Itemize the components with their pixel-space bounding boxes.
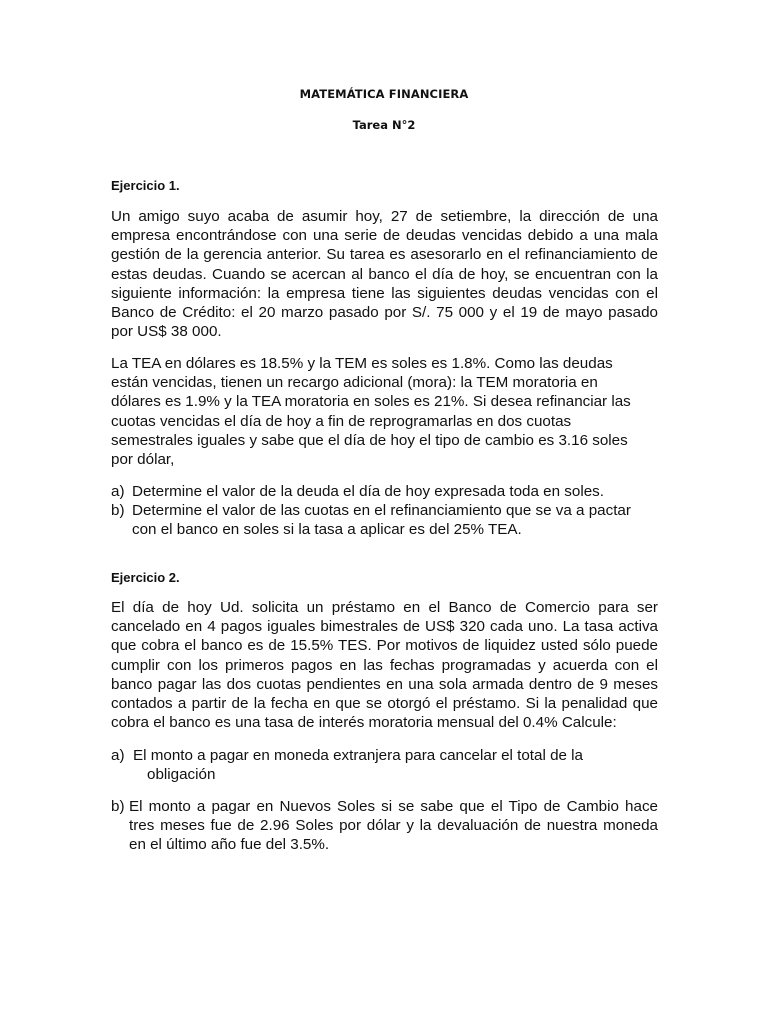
exercise-1-paragraph-2: La TEA en dólares es 18.5% y la TEM es soles es 1.8%. Como las deudas están vencidas, tienen un recargo adicional (mora): la TEM moratoria en dólares es 1.9% y la TEA moratoria en soles es 21%. Si desea refinanciar las cuotas vencidas el día de hoy a fin de reprogramarlas en dos cuotas semestrales iguales y sabe que el día de hoy el tipo de cambio es 3.16 soles por dólar, [111,355,631,469]
document-subtitle: Tarea N°2 [352,118,416,132]
exercise-1-paragraph-1: Un amigo suyo acaba de asumir hoy, 27 de setiembre, la dirección de una empresa encontrándose con una serie de deudas vencidas debido a una mala gestión de la gerencia anterior. Su tarea es asesorarlo en el refinanciamiento de estas deudas. Cuando se acercan al banco el día de hoy, se encuentran con la siguiente información: la empresa tiene las siguientes deudas vencidas con el Banco de Crédito: el 20 marzo pasado por S/. 75 000 y el 19 de mayo pasado por US$ 38 000. [111,208,658,341]
list-marker: b) [111,502,125,519]
list-text-continuation: obligación [147,766,216,784]
exercise-2-item-b [111,797,658,855]
exercise-1-item-b [111,501,658,539]
list-marker: b) [111,798,125,815]
list-marker: a) [111,483,125,500]
exercise-2-paragraph-1: El día de hoy Ud. solicita un préstamo en el Banco de Comercio para ser cancelado en 4 pagos iguales bimestrales de US$ 320 cada uno. La tasa activa que cobra el banco es de 15.5% TES. Por motivos de liquidez usted sólo puede cumplir con los primeros pagos en las fechas programadas y acuerda con el banco pagar las dos cuotas pendientes en una sola armada dentro de 9 meses contados a partir de la fecha en que se otorgó el préstamo. Si la penalidad que cobra el banco es una tasa de interés moratoria mensual del 0.4% Calcule: [111,599,658,732]
exercise-1-heading: Ejercicio 1. [111,178,180,193]
list-text-line-1: El monto a pagar en moneda extranjera para cancelar el total de la [133,747,583,764]
exercise-2-item-a [111,746,658,784]
list-text [133,746,658,784]
list-marker: a) [111,747,125,764]
exercise-1-item-a [111,482,658,501]
list-text: Determine el valor de la deuda el día de hoy expresada toda en soles. [132,483,604,500]
list-text: Determine el valor de las cuotas en el refinanciamiento que se va a pactar con el banco en soles si la tasa a aplicar es del 25% TEA. [132,502,631,539]
exercise-2-heading: Ejercicio 2. [111,570,180,585]
document-title: MATEMÁTICA FINANCIERA [299,87,469,101]
list-text: El monto a pagar en Nuevos Soles si se sabe que el Tipo de Cambio hace tres meses fue de 2.96 Soles por dólar y la devaluación de nuestra moneda en el último año fue del 3.5%. [129,798,658,854]
